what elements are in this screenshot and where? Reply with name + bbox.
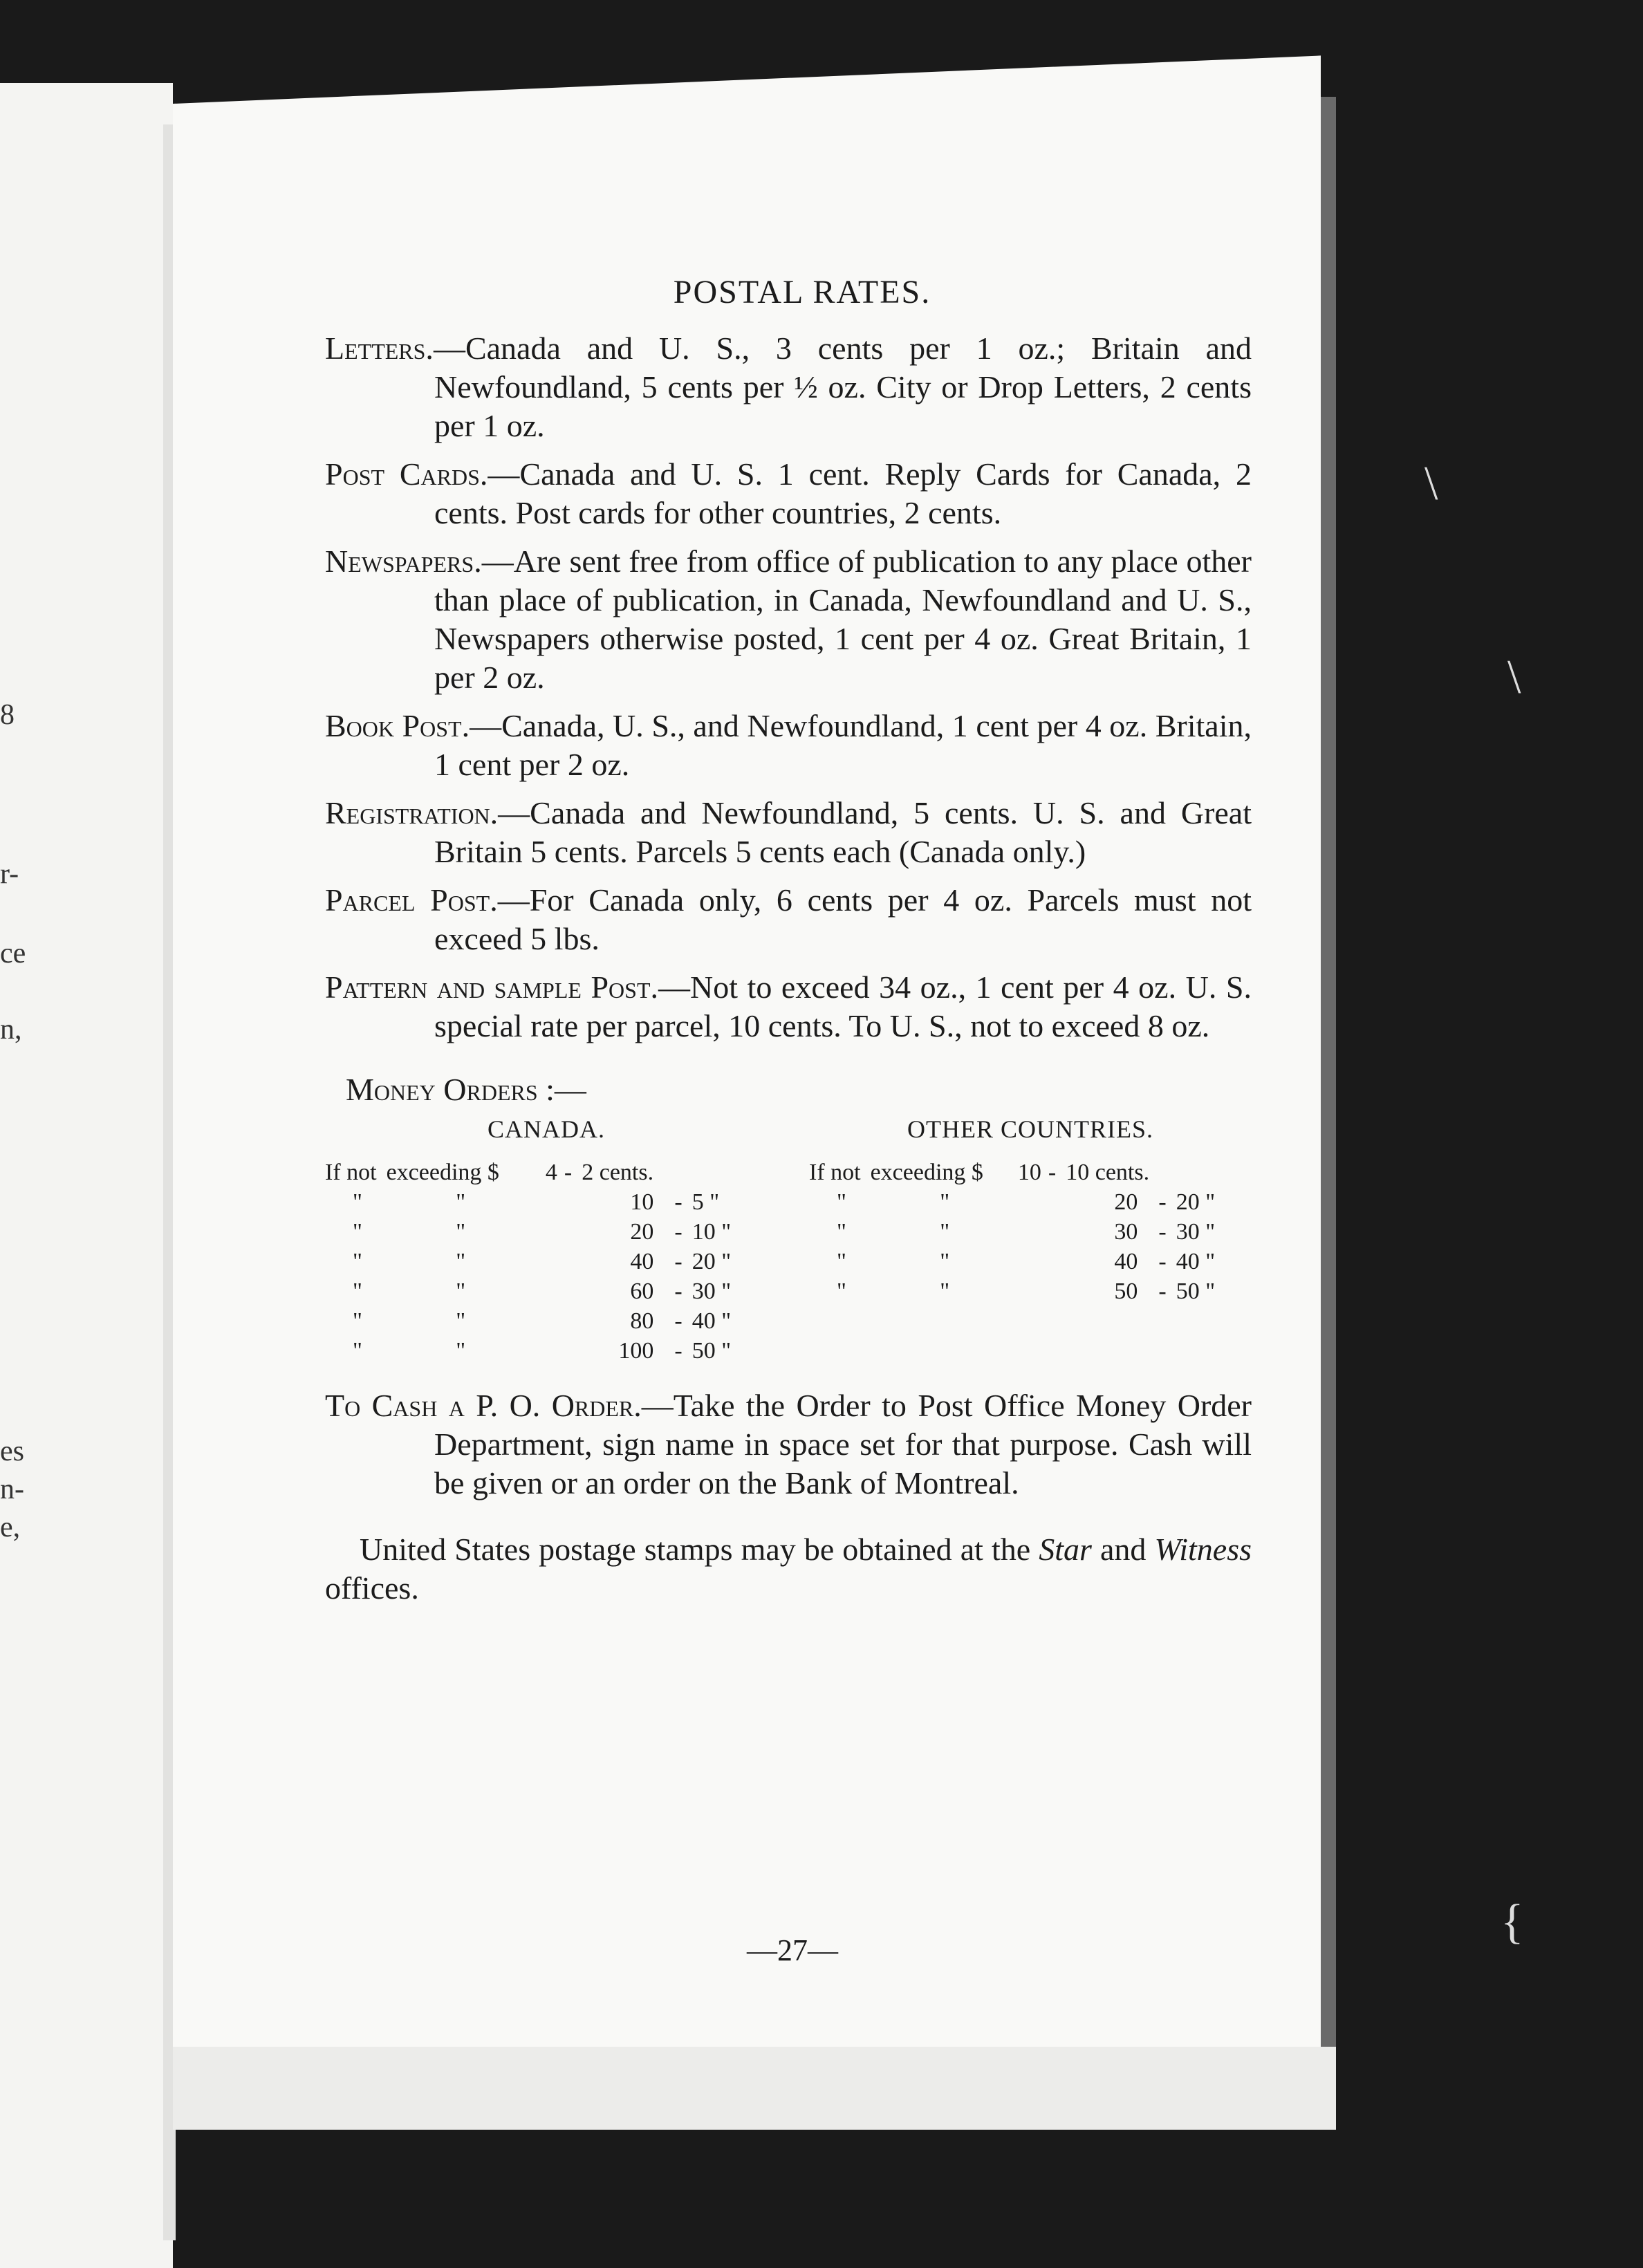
rate-entry-pattern-sample [325,968,1252,1045]
film-scratch: { [1501,1895,1524,1949]
dash: - [674,1189,683,1215]
fee-cell: 30 " [691,1279,732,1304]
note-text: United States postage stamps may be obtained at the [360,1532,1039,1567]
facing-page-fragment: e, [0,1512,21,1543]
rate-entry-letters [325,329,1252,445]
amount-cell: 40 [630,1249,654,1274]
entry-text: —Canada and Newfoundland, 5 cents. U. S. and Great Britain 5 cents. Parcels 5 cents each (Canada only.) [434,795,1252,869]
facing-page-fragment: 8 [0,699,15,731]
table-row [325,1158,768,1187]
cash-order-entry [325,1386,1252,1503]
note-text: offices. [325,1570,419,1606]
fee-cell: 10 " [691,1219,732,1245]
dash: - [1158,1219,1167,1245]
star-office: Star [1039,1532,1092,1567]
facing-page-fragment: r- [0,858,19,890]
entry-heading: Pattern and sample Post. [325,969,659,1005]
fee-cell: 40 " [1176,1249,1216,1274]
film-scratch: \ [1424,457,1438,510]
other-countries-rates-table [809,1115,1252,1366]
dash: - [674,1249,683,1274]
fee-cell: 2 cents. [582,1160,654,1185]
entry-text: —Canada and U. S. 1 cent. Reply Cards for Canada, 2 cents. Post cards for other countries, 2 cents. [434,456,1252,530]
ditto-mark: " [837,1219,846,1245]
ditto-mark: " [456,1219,466,1245]
fee-cell: 50 " [691,1338,732,1364]
dash: - [674,1219,683,1245]
entry-text: —Not to exceed 34 oz., 1 cent per 4 oz. U. S. special rate per parcel, 10 cents. To U. S., not to exceed 8 oz. [434,969,1252,1043]
table-row [325,1187,768,1217]
ditto-mark: " [940,1219,950,1245]
ditto-mark: " [353,1279,362,1304]
amount-cell: 10 [1017,1160,1041,1185]
stamps-note [325,1530,1252,1608]
fee-cell: 20 " [1176,1189,1216,1215]
fee-cell: 5 " [691,1189,720,1215]
dash: - [1158,1279,1167,1304]
dash: - [674,1338,683,1364]
entry-text: —Take the Order to Post Office Money Order Department, sign name in space set for that purpose. Cash will be given or an order on the Bank of Montreal. [434,1388,1252,1500]
entry-heading: Parcel Post. [325,882,498,918]
condition-label: exceeding $ [870,1160,983,1185]
fee-cell: 20 " [691,1249,732,1274]
ditto-mark: " [456,1249,466,1274]
entry-text: —Are sent free from office of publication to any place other than place of publication, in Canada, Newfoundland and U. S., Newspapers otherwise posted, 1 cent per 4 oz. Great Britain, 1 per 2 oz. [434,543,1252,695]
amount-cell: 80 [630,1308,654,1334]
fee-cell: 10 cents. [1066,1160,1150,1185]
table-row [325,1276,768,1306]
table-row [325,1247,768,1276]
facing-page-fragment: n, [0,1014,22,1045]
facing-page [0,83,173,2268]
entry-text: —Canada, U. S., and Newfoundland, 1 cent per 4 oz. Britain, 1 cent per 2 oz. [434,708,1252,782]
table-row [809,1247,1252,1276]
rate-entry-book-post [325,707,1252,784]
entry-heading: Registration. [325,795,499,830]
ditto-mark: " [456,1308,466,1334]
ditto-mark: " [353,1308,362,1334]
condition-label: exceeding $ [386,1160,499,1185]
table-row [325,1336,768,1366]
canada-table-title: CANADA. [487,1115,605,1143]
other-countries-table-title: OTHER COUNTRIES. [907,1115,1153,1143]
amount-cell: 20 [630,1219,654,1245]
table-row [809,1158,1252,1187]
entry-heading: To Cash a P. O. Order. [325,1388,642,1423]
dash: - [674,1279,683,1304]
facing-page-fragment: ce [0,938,26,969]
table-row [809,1276,1252,1306]
ditto-mark: " [353,1189,362,1215]
entry-heading: Letters. [325,331,434,366]
fee-cell: 30 " [1176,1219,1216,1245]
entry-heading: Newspapers. [325,543,482,579]
dash: - [1048,1160,1057,1185]
dash: - [1158,1249,1167,1274]
fee-cell: 40 " [691,1308,732,1334]
entry-text: —For Canada only, 6 cents per 4 oz. Parcels must not exceed 5 lbs. [434,882,1252,956]
film-scratch: \ [1507,651,1521,704]
amount-cell: 10 [630,1189,654,1215]
facing-page-fragment: n- [0,1474,24,1505]
table-row [809,1217,1252,1247]
page-number: —27— [747,1933,838,1967]
entry-text: —Canada and U. S., 3 cents per 1 oz.; Britain and Newfoundland, 5 cents per ½ oz. City or Drop Letters, 2 cents per 1 oz. [433,331,1252,443]
page-title: POSTAL RATES. [673,274,931,310]
ditto-mark: " [940,1279,950,1304]
facing-page-fragment: es [0,1435,24,1467]
dash: - [674,1308,683,1334]
ditto-mark: " [837,1189,846,1215]
ditto-mark: " [837,1249,846,1274]
note-text: and [1091,1532,1155,1567]
ditto-mark: " [456,1189,466,1215]
ditto-mark: " [940,1189,950,1215]
amount-cell: 20 [1114,1189,1138,1215]
amount-cell: 30 [1114,1219,1138,1245]
ditto-mark: " [456,1279,466,1304]
witness-office: Witness [1154,1532,1252,1567]
postal-rates-content [325,273,1252,1639]
dash: - [1158,1189,1167,1215]
ditto-mark: " [353,1338,362,1364]
rate-entry-newspapers [325,542,1252,697]
entry-heading: Post Cards. [325,456,488,492]
dash: - [564,1160,573,1185]
amount-cell: 40 [1114,1249,1138,1274]
condition-label: If not [809,1160,861,1185]
amount-cell: 50 [1114,1279,1138,1304]
amount-cell: 100 [618,1338,654,1364]
amount-cell: 60 [630,1279,654,1304]
entry-heading: Book Post. [325,708,470,743]
ditto-mark: " [837,1279,846,1304]
table-row [325,1306,768,1336]
rate-entry-post-cards [325,455,1252,532]
canada-rates-table [325,1115,768,1366]
ditto-mark: " [456,1338,466,1364]
rate-entry-registration [325,794,1252,871]
page-bottom [173,2047,1336,2130]
table-row [809,1187,1252,1217]
ditto-mark: " [353,1219,362,1245]
amount-cell: 4 [545,1160,557,1185]
money-order-tables [325,1115,1252,1366]
ditto-mark: " [353,1249,362,1274]
money-orders-heading: Money Orders :— [346,1072,586,1107]
ditto-mark: " [940,1249,950,1274]
rate-entry-parcel-post [325,881,1252,958]
condition-label: If not [325,1160,377,1185]
fee-cell: 50 " [1176,1279,1216,1304]
table-row [325,1217,768,1247]
